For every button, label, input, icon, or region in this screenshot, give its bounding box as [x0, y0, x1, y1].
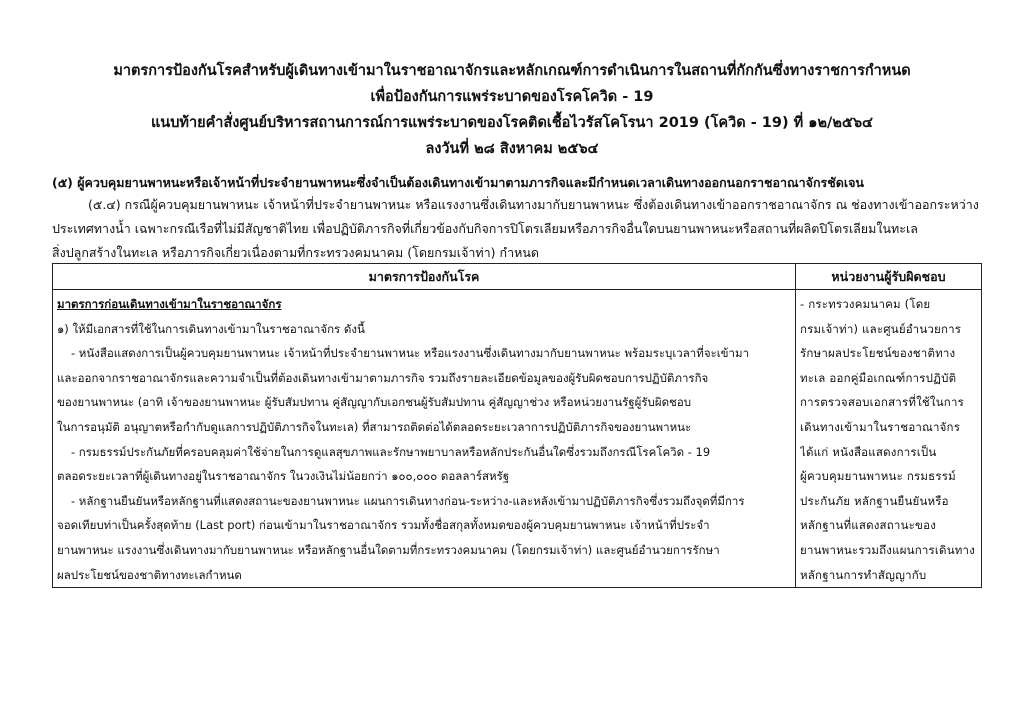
responsible-line: หลักฐานที่แสดงสถานะของ: [800, 518, 937, 533]
table-row: [53, 290, 982, 588]
measure-line: ของยานพาหนะ (อาทิ เจ้าของยานพาหนะ ผู้รับสัมปทาน คู่สัญญากับเอกชนผู้รับสัมปทาน คู่สัญญาช่วง หรือหน่วยงานรัฐผู้รับผิดชอบ: [57, 395, 692, 410]
responsible-line: การตรวจสอบเอกสารที่ใช้ในการ: [800, 395, 964, 410]
measure-line: จอดเทียบท่าเป็นครั้งสุดท้าย (Last port) ก่อนเข้ามาในราชอาณาจักร รวมทั้งชื่อสกุลทั้งหมดของผู้ควบคุมยานพาหนะ เจ้าหน้าที่ประจำ: [57, 518, 710, 533]
measure-line: - หนังสือแสดงการเป็นผู้ควบคุมยานพาหนะ เจ้าหน้าที่ประจำยานพาหนะ หรือแรงงานซึ่งเดินทางมากับยานพาหนะ พร้อมระบุเวลาที่จะเข้ามา: [71, 346, 750, 361]
measures-cell: [53, 290, 796, 588]
measure-line: - หลักฐานยืนยันหรือหลักฐานที่แสดงสถานะของยานพาหนะ แผนการเดินทางก่อน-ระหว่าง-และหลังเข้ามาปฏิบัติภารกิจซึ่งรวมถึงจุดที่มีการ: [71, 493, 745, 508]
measure-line: ผลประโยชน์ของชาติทางทะเลกำหนด: [57, 567, 242, 582]
column-header-responsible: หน่วยงานผู้รับผิดชอบ: [796, 264, 982, 290]
column-header-measures: มาตรการป้องกันโรค: [53, 264, 796, 290]
document-date: ลงวันที่ ๒๘ สิงหาคม ๒๕๖๔: [425, 141, 599, 157]
responsible-line: ประกันภัย หลักฐานยืนยันหรือ: [800, 493, 949, 508]
measures-heading: มาตรการก่อนเดินทางเข้ามาในราชอาณาจักร: [57, 297, 282, 311]
responsible-line: ได้แก่ หนังสือแสดงการเป็น: [800, 444, 937, 459]
responsible-cell: [796, 290, 982, 588]
document-title: มาตรการป้องกันโรคสำหรับผู้เดินทางเข้ามาในราชอาณาจักรและหลักเกณฑ์การดำเนินการในสถานที่กักกันซึ่งทางราชการกำหนด: [113, 63, 911, 79]
responsible-line: กรมเจ้าท่า) และศูนย์อำนวยการ: [800, 321, 962, 336]
responsible-line: รักษาผลประโยชน์ของชาติทาง: [800, 346, 956, 361]
responsible-line: - กระทรวงคมนาคม (โดย: [800, 297, 931, 311]
measure-line: และออกจากราชอาณาจักรและความจำเป็นที่ต้องเดินทางเข้ามาตามภารกิจ รวมถึงรายละเอียดข้อมูลของผู้รับผิดชอบการปฏิบัติภารกิจ: [57, 370, 709, 385]
measure-line: ๑) ให้มีเอกสารที่ใช้ในการเดินทางเข้ามาในราชอาณาจักร ดังนี้: [57, 321, 365, 336]
document-reference: แนบท้ายคำสั่งศูนย์บริหารสถานการณ์การแพร่ระบาดของโรคติดเชื้อไวรัสโคโรนา 2019 (โควิด - 19) ที่ ๑๒/๒๕๖๔: [150, 115, 874, 131]
responsible-line: ยานพาหนะรวมถึงแผนการเดินทาง: [800, 542, 976, 557]
section-heading: (๕) ผู้ควบคุมยานพาหนะหรือเจ้าหน้าที่ประจำยานพาหนะซึ่งจำเป็นต้องเดินทางเข้ามาตามภารกิจและมีกำหนดเวลาเดินทางออกนอกราชอาณาจักรชัดเจน: [52, 175, 864, 190]
document-title-block: [0, 58, 1024, 162]
responsible-line: ทะเล ออกคู่มือเกณฑ์การปฏิบัติ: [800, 370, 957, 385]
measure-line: ตลอดระยะเวลาที่ผู้เดินทางอยู่ในราชอาณาจักร ในวงเงินไม่น้อยกว่า ๑๐๐,๐๐๐ ดอลลาร์สหรัฐ: [57, 469, 510, 484]
table-header-row: [53, 264, 982, 290]
measure-line: ยานพาหนะ แรงงานซึ่งเดินทางมากับยานพาหนะ หรือหลักฐานอื่นใดตามที่กระทรวงคมนาคม (โดยกรมเจ้าท่า) และศูนย์อำนวยการรักษา: [57, 542, 720, 557]
paragraph-line: ประเทศทางน้ำ เฉพาะกรณีเรือที่ไม่มีสัญชาติไทย เพื่อปฏิบัติภารกิจที่เกี่ยวข้องกับกิจการปิโตรเลียมหรือภารกิจอื่นใดบนยานพาหนะหรือสถานที่ผลิตปิโตรเลียมในทะเล: [52, 221, 918, 236]
responsible-line: เดินทางเข้ามาในราชอาณาจักร: [800, 419, 961, 434]
document-subtitle: เพื่อป้องกันการแพร่ระบาดของโรคโควิด - 19: [370, 89, 654, 105]
paragraph-line: (๕.๔) กรณีผู้ควบคุมยานพาหนะ เจ้าหน้าที่ประจำยานพาหนะ หรือแรงงานซึ่งเดินทางมากับยานพาหนะ ซึ่งต้องเดินทางเข้าออกราชอาณาจักร ณ ช่องทางเข้าออกระหว่าง: [88, 197, 979, 212]
measure-line: - กรมธรรม์ประกันภัยที่ครอบคลุมค่าใช้จ่ายในการดูแลสุขภาพและรักษาพยาบาลหรือหลักประกันอื่นใดซึ่งรวมถึงกรณีโรคโควิด - 19: [71, 444, 711, 459]
paragraph-line: สิ่งปลูกสร้างในทะเล หรือภารกิจเกี่ยวเนื่องตามที่กระทรวงคมนาคม (โดยกรมเจ้าท่า) กำหนด: [52, 245, 540, 260]
measures-table: [52, 263, 982, 588]
responsible-line: หลักฐานการทำสัญญากับ: [800, 567, 927, 582]
intro-paragraph: [52, 193, 982, 265]
responsible-line: ผู้ควบคุมยานพาหนะ กรมธรรม์: [800, 469, 956, 484]
measure-line: ในการอนุมัติ อนุญาตหรือกำกับดูแลการปฏิบัติภารกิจในทะเล) ที่สามารถติดต่อได้ตลอดระยะเวลาการปฏิบัติภารกิจของยานพาหนะ: [57, 419, 692, 434]
